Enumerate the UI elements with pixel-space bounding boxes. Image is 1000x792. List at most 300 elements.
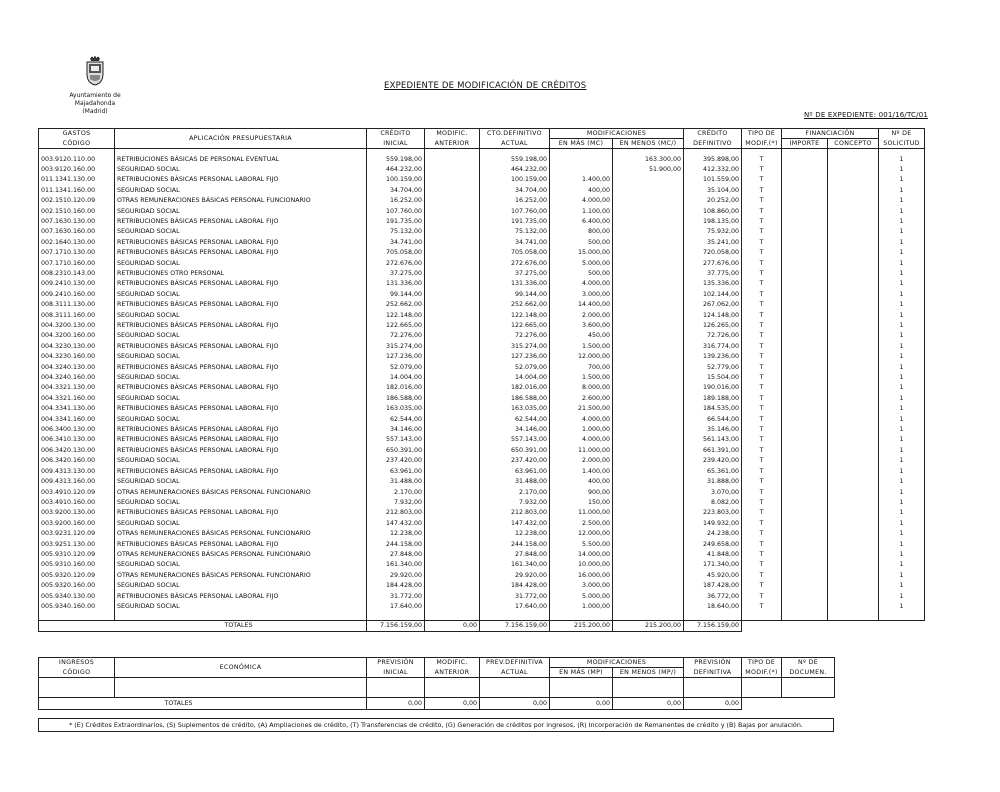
cell-empty (782, 571, 828, 581)
cell-desc: RETRIBUCIONES BÁSICAS PERSONAL LABORAL FIJO (115, 540, 367, 550)
cell-inicial: 29.920,00 (367, 571, 425, 581)
cell-desc: SEGURIDAD SOCIAL (115, 290, 367, 300)
cell-desc: SEGURIDAD SOCIAL (115, 373, 367, 383)
cell-codigo: 007.1710.160.00 (39, 259, 115, 269)
cell-empty (782, 155, 828, 165)
cell-definitivo: 198.135,00 (684, 217, 742, 227)
table-row (39, 581, 925, 591)
cell-solicitud: 1 (879, 435, 925, 445)
cell-mas: 400,00 (550, 477, 613, 487)
cell-definitivo: 65.361,00 (684, 467, 742, 477)
cell-actual: 252.662,00 (480, 300, 550, 310)
cell-desc: RETRIBUCIONES BÁSICAS PERSONAL LABORAL FIJO (115, 383, 367, 393)
cell-desc: SEGURIDAD SOCIAL (115, 207, 367, 217)
cell-definitivo: 184.535,00 (684, 404, 742, 414)
cell-empty (425, 404, 480, 414)
col-prev-actual: ACTUAL (480, 668, 550, 678)
cell-empty (828, 529, 879, 539)
cell-inicial: 184.428,00 (367, 581, 425, 591)
cell-inicial: 182.016,00 (367, 383, 425, 393)
table-row (39, 425, 925, 435)
col-prevision: PREVISIÓN (367, 658, 425, 668)
cell-definitivo: 223.803,00 (684, 508, 742, 518)
cell-inicial: 212.803,00 (367, 508, 425, 518)
cell-inicial: 163.035,00 (367, 404, 425, 414)
cell-inicial: 650.391,00 (367, 446, 425, 456)
col-tipo: TIPO DE (742, 129, 782, 139)
cell-inicial: 161.340,00 (367, 560, 425, 570)
cell-empty (828, 435, 879, 445)
cell-menos (613, 425, 684, 435)
cell-tipo: T (742, 571, 782, 581)
cell-actual: 14.004,00 (480, 373, 550, 383)
cell-tipo: T (742, 196, 782, 206)
cell-empty (425, 196, 480, 206)
cell-empty (425, 581, 480, 591)
col-modific: MODIFIC. (425, 129, 480, 139)
cell-codigo: 004.3341.160.00 (39, 415, 115, 425)
cell-actual: 107.760,00 (480, 207, 550, 217)
col-en-mas: EN MÁS (MC) (550, 139, 613, 149)
cell-tipo: T (742, 165, 782, 175)
cell-solicitud: 1 (879, 394, 925, 404)
cell-codigo: 009.4313.160.00 (39, 477, 115, 487)
economica-label: ECONÓMICA (115, 658, 367, 678)
cell-mas: 4.000,00 (550, 279, 613, 289)
col-cred-definitivo: DEFINITIVO (684, 139, 742, 149)
cell-definitivo: 187.428,00 (684, 581, 742, 591)
cell-menos (613, 435, 684, 445)
cell-empty (782, 446, 828, 456)
cell-empty (782, 300, 828, 310)
cell-actual: 272.676,00 (480, 259, 550, 269)
cell-empty (828, 508, 879, 518)
cell-codigo: 004.3240.160.00 (39, 373, 115, 383)
cell-inicial: 34.741,00 (367, 238, 425, 248)
cell-mas: 15.000,00 (550, 248, 613, 258)
cell-tipo: T (742, 227, 782, 237)
cell-definitivo: 561.143,00 (684, 435, 742, 445)
cell-solicitud: 1 (879, 186, 925, 196)
col-codigo: CÓDIGO (39, 139, 115, 149)
cell-inicial: 72.276,00 (367, 331, 425, 341)
cell-menos (613, 519, 684, 529)
cell-definitivo: 249.658,00 (684, 540, 742, 550)
cell-codigo: 002.1510.160.00 (39, 207, 115, 217)
cell-empty (782, 342, 828, 352)
cell-solicitud: 1 (879, 321, 925, 331)
cell-tipo: T (742, 279, 782, 289)
cell-empty (828, 155, 879, 165)
cell-menos (613, 446, 684, 456)
cell-codigo: 003.9200.160.00 (39, 519, 115, 529)
cell-empty (425, 227, 480, 237)
cell-empty (425, 592, 480, 602)
cell-empty (828, 363, 879, 373)
cell-desc: SEGURIDAD SOCIAL (115, 311, 367, 321)
cell-empty (828, 207, 879, 217)
cell-definitivo: 126.265,00 (684, 321, 742, 331)
cell-inicial: 252.662,00 (367, 300, 425, 310)
cell-codigo: 011.1341.130.00 (39, 175, 115, 185)
cell-inicial: 16.252,00 (367, 196, 425, 206)
cell-solicitud: 1 (879, 477, 925, 487)
cell-tipo: T (742, 383, 782, 393)
cell-empty (425, 238, 480, 248)
gastos-total-definitivo: 7.156.159,00 (684, 620, 742, 631)
cell-mas: 1.500,00 (550, 373, 613, 383)
cell-tipo: T (742, 207, 782, 217)
cell-empty (425, 373, 480, 383)
cell-actual: 559.198,00 (480, 155, 550, 165)
cell-solicitud: 1 (879, 540, 925, 550)
gastos-table (38, 128, 925, 632)
cell-empty (782, 456, 828, 466)
cell-desc: SEGURIDAD SOCIAL (115, 165, 367, 175)
cell-empty (425, 456, 480, 466)
cell-solicitud: 1 (879, 560, 925, 570)
col-cto-actual: ACTUAL (480, 139, 550, 149)
table-row (39, 446, 925, 456)
cell-definitivo: 277.676,00 (684, 259, 742, 269)
cell-codigo: 004.3341.130.00 (39, 404, 115, 414)
cell-empty (828, 540, 879, 550)
cell-solicitud: 1 (879, 311, 925, 321)
cell-menos (613, 321, 684, 331)
table-row (39, 248, 925, 258)
cell-empty (425, 394, 480, 404)
cell-desc: RETRIBUCIONES BÁSICAS PERSONAL LABORAL FIJO (115, 238, 367, 248)
cell-empty (425, 331, 480, 341)
cell-empty (828, 352, 879, 362)
cell-empty (828, 321, 879, 331)
cell-definitivo: 66.544,00 (684, 415, 742, 425)
table-row (39, 238, 925, 248)
cell-solicitud: 1 (879, 571, 925, 581)
cell-definitivo: 35.241,00 (684, 238, 742, 248)
cell-empty (782, 602, 828, 612)
cell-menos (613, 373, 684, 383)
col-credito-inicial: INICIAL (367, 139, 425, 149)
cell-solicitud: 1 (879, 446, 925, 456)
cell-solicitud: 1 (879, 238, 925, 248)
cell-definitivo: 189.188,00 (684, 394, 742, 404)
cell-codigo: 003.4910.120.09 (39, 488, 115, 498)
cell-tipo: T (742, 331, 782, 341)
cell-inicial: 52.079,00 (367, 363, 425, 373)
cell-mas: 8.000,00 (550, 383, 613, 393)
cell-menos (613, 279, 684, 289)
cell-desc: OTRAS REMUNERACIONES BÁSICAS PERSONAL FUNCIONARIO (115, 550, 367, 560)
cell-mas: 500,00 (550, 238, 613, 248)
cell-codigo: 004.3230.130.00 (39, 342, 115, 352)
cell-tipo: T (742, 269, 782, 279)
cell-solicitud: 1 (879, 373, 925, 383)
cell-definitivo: 75.932,00 (684, 227, 742, 237)
cell-menos: 51.900,00 (613, 165, 684, 175)
cell-actual: 31.772,00 (480, 592, 550, 602)
cell-mas: 2.000,00 (550, 311, 613, 321)
cell-menos (613, 331, 684, 341)
cell-actual: 182.016,00 (480, 383, 550, 393)
table-row (39, 342, 925, 352)
cell-codigo: 011.1341.160.00 (39, 186, 115, 196)
cell-inicial: 100.159,00 (367, 175, 425, 185)
ingresos-totals-label: TOTALES (115, 698, 367, 710)
cell-codigo: 008.3111.160.00 (39, 311, 115, 321)
cell-solicitud: 1 (879, 207, 925, 217)
cell-desc: SEGURIDAD SOCIAL (115, 415, 367, 425)
cell-actual: 147.432,00 (480, 519, 550, 529)
cell-codigo: 008.3111.130.00 (39, 300, 115, 310)
cell-menos (613, 540, 684, 550)
col-ing-en-menos: EN MENOS (MP/) (613, 668, 684, 678)
cell-tipo: T (742, 373, 782, 383)
cell-inicial: 122.148,00 (367, 311, 425, 321)
cell-codigo: 006.3420.160.00 (39, 456, 115, 466)
cell-empty (782, 519, 828, 529)
cell-solicitud: 1 (879, 519, 925, 529)
cell-actual: 131.336,00 (480, 279, 550, 289)
cell-inicial: 122.665,00 (367, 321, 425, 331)
cell-empty (425, 217, 480, 227)
cell-inicial: 559.198,00 (367, 155, 425, 165)
col-ing-codigo: CÓDIGO (39, 668, 115, 678)
col-cto: CTO.DEFINITIVO (480, 129, 550, 139)
col-solicitud-2: SOLICITUD (879, 139, 925, 149)
cell-desc: OTRAS REMUNERACIONES BÁSICAS PERSONAL FUNCIONARIO (115, 196, 367, 206)
cell-empty (425, 571, 480, 581)
cell-empty (828, 581, 879, 591)
cell-empty (828, 467, 879, 477)
cell-desc: SEGURIDAD SOCIAL (115, 352, 367, 362)
cell-empty (425, 529, 480, 539)
col-financiacion: FINANCIACIÓN (782, 129, 879, 139)
cell-codigo: 002.1640.130.00 (39, 238, 115, 248)
table-row (39, 165, 925, 175)
cell-inicial: 557.143,00 (367, 435, 425, 445)
cell-solicitud: 1 (879, 456, 925, 466)
cell-empty (828, 488, 879, 498)
cell-empty (828, 404, 879, 414)
cell-inicial: 27.848,00 (367, 550, 425, 560)
cell-tipo: T (742, 404, 782, 414)
cell-mas: 21.500,00 (550, 404, 613, 414)
cell-empty (828, 592, 879, 602)
ingresos-total-inicial: 0,00 (367, 698, 425, 710)
cell-empty (828, 196, 879, 206)
cell-menos (613, 550, 684, 560)
cell-menos (613, 581, 684, 591)
ingresos-total-anterior: 0,00 (425, 698, 480, 710)
cell-codigo: 003.9251.130.00 (39, 540, 115, 550)
cell-mas: 400,00 (550, 186, 613, 196)
cell-codigo: 005.9340.130.00 (39, 592, 115, 602)
cell-empty (828, 498, 879, 508)
cell-inicial: 131.336,00 (367, 279, 425, 289)
municipal-crest-icon (84, 56, 106, 86)
cell-menos (613, 352, 684, 362)
cell-inicial: 7.932,00 (367, 498, 425, 508)
cell-mas: 1.100,00 (550, 207, 613, 217)
cell-desc: RETRIBUCIONES OTRO PERSONAL (115, 269, 367, 279)
cell-definitivo: 135.336,00 (684, 279, 742, 289)
cell-empty (782, 269, 828, 279)
cell-tipo: T (742, 300, 782, 310)
cell-codigo: 005.9310.160.00 (39, 560, 115, 570)
cell-inicial: 186.588,00 (367, 394, 425, 404)
cell-mas: 1.400,00 (550, 467, 613, 477)
cell-codigo: 007.1630.160.00 (39, 227, 115, 237)
cell-mas: 1.400,00 (550, 175, 613, 185)
cell-empty (828, 342, 879, 352)
cell-empty (828, 290, 879, 300)
cell-inicial: 147.432,00 (367, 519, 425, 529)
cell-actual: 705.058,00 (480, 248, 550, 258)
cell-tipo: T (742, 425, 782, 435)
cell-desc: SEGURIDAD SOCIAL (115, 477, 367, 487)
col-ing-en-mas: EN MÁS (MP) (550, 668, 613, 678)
cell-solicitud: 1 (879, 498, 925, 508)
cell-codigo: 005.9310.120.09 (39, 550, 115, 560)
cell-mas: 4.000,00 (550, 415, 613, 425)
cell-inicial: 31.772,00 (367, 592, 425, 602)
cell-empty (425, 321, 480, 331)
cell-menos (613, 175, 684, 185)
cell-codigo: 004.3200.130.00 (39, 321, 115, 331)
cell-tipo: T (742, 581, 782, 591)
ingresos-label: INGRESOS (39, 658, 115, 668)
cell-definitivo: 267.062,00 (684, 300, 742, 310)
cell-codigo: 007.1710.130.00 (39, 248, 115, 258)
col-ing-tipo-modif: MODIF.(*) (742, 668, 782, 678)
cell-solicitud: 1 (879, 581, 925, 591)
cell-definitivo: 72.726,00 (684, 331, 742, 341)
cell-menos (613, 363, 684, 373)
cell-tipo: T (742, 446, 782, 456)
cell-mas: 4.000,00 (550, 435, 613, 445)
cell-actual: 29.920,00 (480, 571, 550, 581)
cell-empty (828, 279, 879, 289)
cell-actual: 99.144,00 (480, 290, 550, 300)
organization-name: Ayuntamiento de Majadahonda (Madrid) (69, 92, 121, 115)
cell-desc: RETRIBUCIONES BÁSICAS DE PERSONAL EVENTUAL (115, 155, 367, 165)
cell-mas: 11.000,00 (550, 446, 613, 456)
cell-mas: 16.000,00 (550, 571, 613, 581)
cell-mas: 3.000,00 (550, 290, 613, 300)
cell-codigo: 004.3200.160.00 (39, 331, 115, 341)
cell-solicitud: 1 (879, 383, 925, 393)
cell-empty (828, 248, 879, 258)
cell-empty (425, 342, 480, 352)
cell-empty (425, 498, 480, 508)
cell-tipo: T (742, 248, 782, 258)
cell-empty (425, 300, 480, 310)
cell-definitivo: 102.144,00 (684, 290, 742, 300)
cell-definitivo: 171.340,00 (684, 560, 742, 570)
cell-mas: 6.400,00 (550, 217, 613, 227)
cell-empty (782, 290, 828, 300)
cell-definitivo: 15.504,00 (684, 373, 742, 383)
cell-desc: RETRIBUCIONES BÁSICAS PERSONAL LABORAL FIJO (115, 363, 367, 373)
ingresos-total-mas: 0,00 (550, 698, 613, 710)
cell-definitivo: 661.391,00 (684, 446, 742, 456)
cell-solicitud: 1 (879, 279, 925, 289)
cell-menos (613, 227, 684, 237)
cell-actual: 161.340,00 (480, 560, 550, 570)
cell-desc: RETRIBUCIONES BÁSICAS PERSONAL LABORAL FIJO (115, 435, 367, 445)
cell-empty (782, 540, 828, 550)
col-ing-modific: MODIFIC. (425, 658, 480, 668)
col-prev-definitiva: DEFINITIVA (684, 668, 742, 678)
table-row (39, 373, 925, 383)
cell-menos (613, 383, 684, 393)
cell-empty (782, 321, 828, 331)
table-row (39, 508, 925, 518)
cell-mas: 5.500,00 (550, 540, 613, 550)
cell-empty (425, 425, 480, 435)
cell-inicial: 244.158,00 (367, 540, 425, 550)
col-prev-inicial: INICIAL (367, 668, 425, 678)
cell-menos (613, 186, 684, 196)
cell-empty (828, 519, 879, 529)
cell-inicial: 34.146,00 (367, 425, 425, 435)
gastos-totals-row (39, 620, 925, 631)
cell-definitivo: 35.104,00 (684, 186, 742, 196)
cell-mas: 700,00 (550, 363, 613, 373)
cell-definitivo: 20.252,00 (684, 196, 742, 206)
cell-inicial: 2.170,00 (367, 488, 425, 498)
cell-desc: RETRIBUCIONES BÁSICAS PERSONAL LABORAL FIJO (115, 248, 367, 258)
table-row (39, 186, 925, 196)
cell-empty (782, 238, 828, 248)
table-row (39, 456, 925, 466)
cell-desc: SEGURIDAD SOCIAL (115, 186, 367, 196)
cell-empty (782, 415, 828, 425)
cell-mas: 2.600,00 (550, 394, 613, 404)
cell-desc: SEGURIDAD SOCIAL (115, 456, 367, 466)
table-row (39, 300, 925, 310)
table-row (39, 560, 925, 570)
cell-empty (782, 207, 828, 217)
cell-desc: OTRAS REMUNERACIONES BÁSICAS PERSONAL FUNCIONARIO (115, 488, 367, 498)
cell-actual: 212.803,00 (480, 508, 550, 518)
table-row (39, 331, 925, 341)
cell-empty (782, 592, 828, 602)
table-row (39, 498, 925, 508)
cell-tipo: T (742, 175, 782, 185)
cell-actual: 63.961,00 (480, 467, 550, 477)
ingresos-empty-row (39, 678, 835, 698)
cell-definitivo: 18.640,00 (684, 602, 742, 612)
gastos-total-actual: 7.156.159,00 (480, 620, 550, 631)
table-row (39, 519, 925, 529)
cell-desc: SEGURIDAD SOCIAL (115, 519, 367, 529)
cell-desc: RETRIBUCIONES BÁSICAS PERSONAL LABORAL FIJO (115, 446, 367, 456)
cell-mas: 150,00 (550, 498, 613, 508)
ingresos-table (38, 657, 835, 710)
cell-empty (425, 435, 480, 445)
cell-empty (782, 279, 828, 289)
cell-empty (828, 311, 879, 321)
cell-codigo: 007.1630.130.00 (39, 217, 115, 227)
cell-empty (828, 456, 879, 466)
cell-inicial: 272.676,00 (367, 259, 425, 269)
cell-codigo: 005.9340.160.00 (39, 602, 115, 612)
cell-definitivo: 45.920,00 (684, 571, 742, 581)
cell-menos (613, 456, 684, 466)
cell-empty (782, 404, 828, 414)
